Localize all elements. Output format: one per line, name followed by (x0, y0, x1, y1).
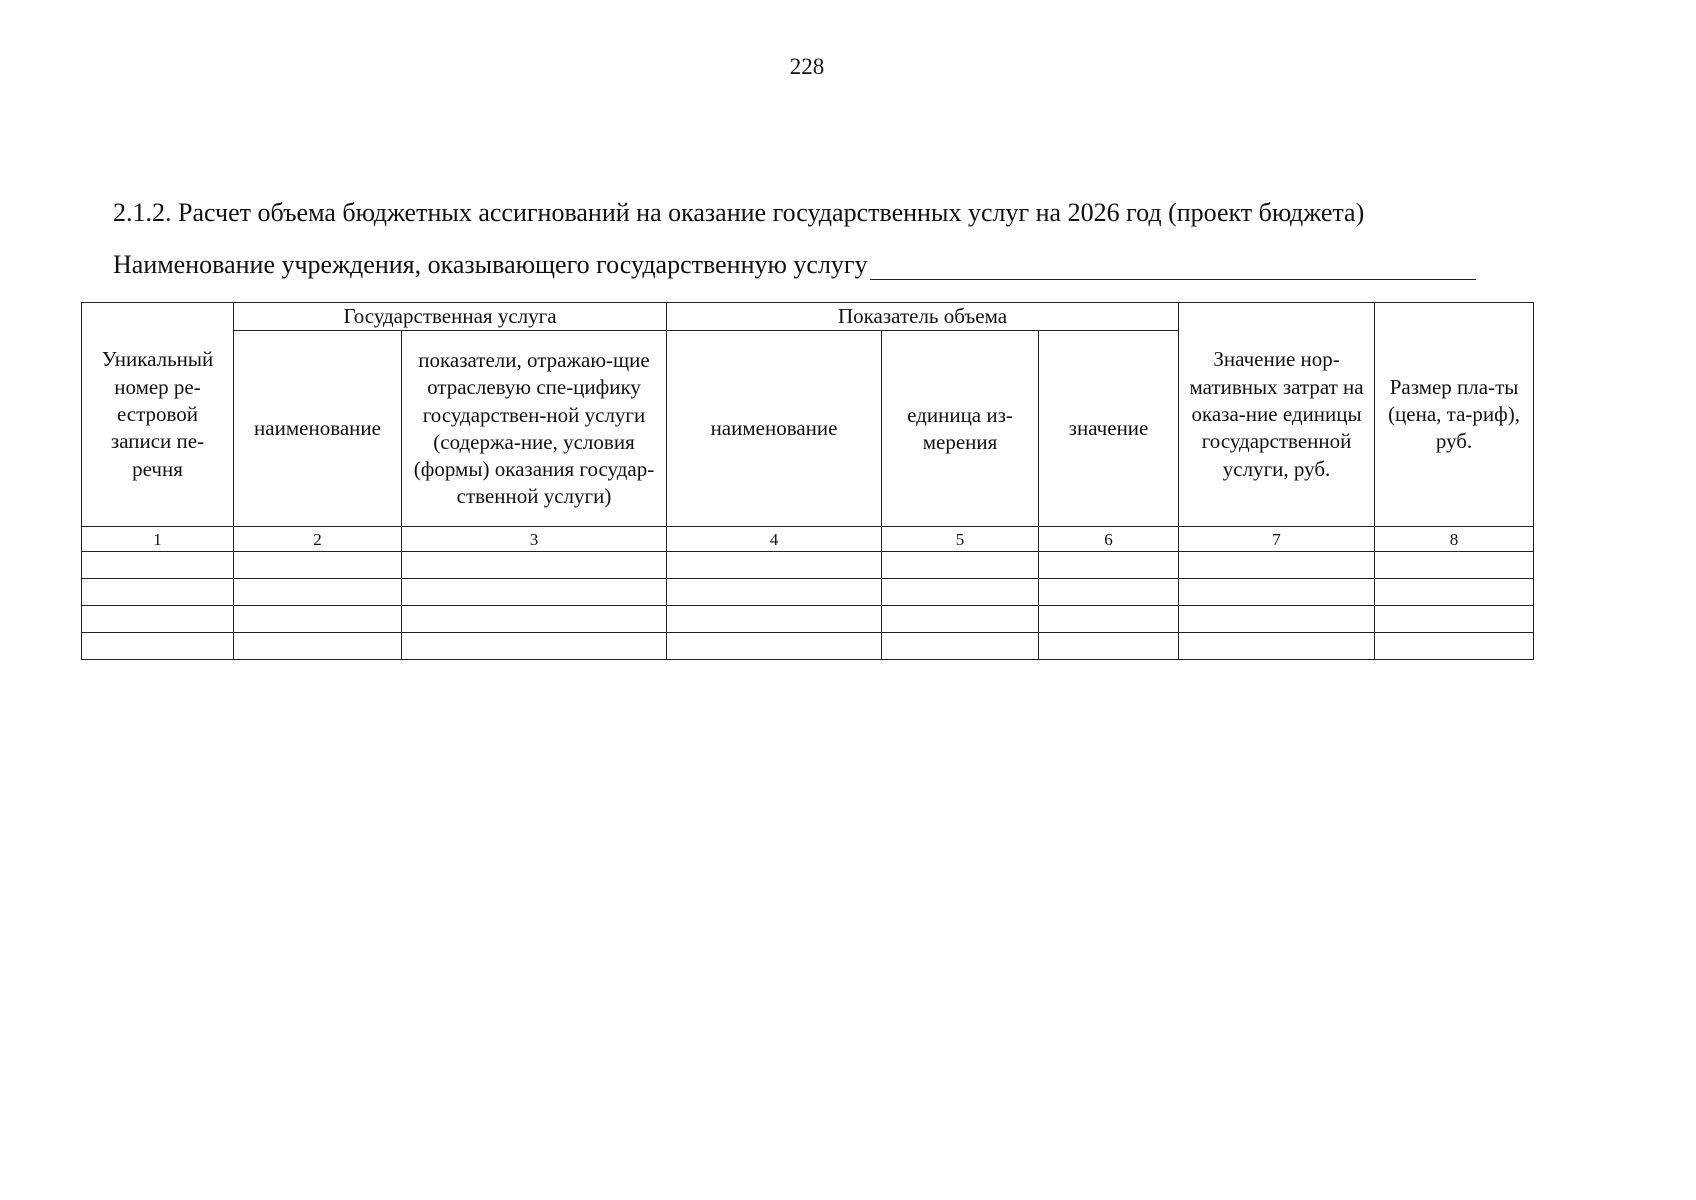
table-cell[interactable] (234, 633, 402, 660)
table-row (82, 606, 1534, 633)
table-cell[interactable] (82, 606, 234, 633)
table-cell[interactable] (1039, 633, 1179, 660)
table-row (82, 552, 1534, 579)
table-cell[interactable] (882, 579, 1039, 606)
table-cell[interactable] (882, 606, 1039, 633)
column-number: 1 (82, 527, 234, 552)
header-volume-value: значение (1039, 331, 1179, 527)
table-cell[interactable] (667, 579, 882, 606)
header-group-volume: Показатель объема (667, 303, 1179, 331)
table-cell[interactable] (234, 579, 402, 606)
header-group-service: Государственная услуга (234, 303, 667, 331)
table-row (82, 579, 1534, 606)
column-numbers-row (82, 527, 1534, 552)
table-cell[interactable] (882, 552, 1039, 579)
table-row (82, 633, 1534, 660)
table-cell[interactable] (1179, 552, 1375, 579)
table-cell[interactable] (82, 579, 234, 606)
institution-label: Наименование учреждения, оказывающего государственную услугу (113, 250, 868, 279)
table-cell[interactable] (82, 633, 234, 660)
table-cell[interactable] (1375, 552, 1534, 579)
budget-calculation-table (81, 302, 1534, 660)
column-number: 5 (882, 527, 1039, 552)
header-row-groups (82, 303, 1534, 331)
column-number: 7 (1179, 527, 1375, 552)
table-cell[interactable] (667, 633, 882, 660)
section-title: 2.1.2. Расчет объема бюджетных ассигнований на оказание государственных услуг на 2026 год (проект бюджета) (113, 198, 1365, 227)
table-cell[interactable] (234, 552, 402, 579)
header-normative-costs: Значение нор-мативных затрат на оказа-ние единицы государственной услуги, руб. (1179, 303, 1375, 527)
table-cell[interactable] (402, 606, 667, 633)
header-service-name: наименование (234, 331, 402, 527)
institution-blank-field[interactable] (870, 251, 1476, 280)
header-service-indicators: показатели, отражаю-щие отраслевую спе-цифику государствен-ной услуги (содержа-ние, условия (формы) оказания государ-ственной услуги) (402, 331, 667, 527)
table-cell[interactable] (1179, 579, 1375, 606)
table-cell[interactable] (1039, 552, 1179, 579)
column-number: 6 (1039, 527, 1179, 552)
column-number: 2 (234, 527, 402, 552)
table-cell[interactable] (1179, 633, 1375, 660)
table-cell[interactable] (234, 606, 402, 633)
table-cell[interactable] (882, 633, 1039, 660)
table-cell[interactable] (402, 579, 667, 606)
header-volume-name: наименование (667, 331, 882, 527)
header-volume-unit: единица из-мерения (882, 331, 1039, 527)
header-unique-number: Уникальный номер ре-естровой записи пе-речня (82, 303, 234, 527)
header-fee: Размер пла-ты (цена, та-риф), руб. (1375, 303, 1534, 527)
table-cell[interactable] (1375, 633, 1534, 660)
table-cell[interactable] (667, 606, 882, 633)
column-number: 3 (402, 527, 667, 552)
table-cell[interactable] (667, 552, 882, 579)
table-cell[interactable] (1179, 606, 1375, 633)
institution-line (113, 250, 1476, 280)
page-number: 228 (789, 54, 825, 79)
column-number: 4 (667, 527, 882, 552)
table-cell[interactable] (402, 552, 667, 579)
table-cell[interactable] (1375, 579, 1534, 606)
column-number: 8 (1375, 527, 1534, 552)
table-cell[interactable] (1375, 606, 1534, 633)
table-cell[interactable] (402, 633, 667, 660)
table-cell[interactable] (1039, 606, 1179, 633)
table-cell[interactable] (82, 552, 234, 579)
table-cell[interactable] (1039, 579, 1179, 606)
